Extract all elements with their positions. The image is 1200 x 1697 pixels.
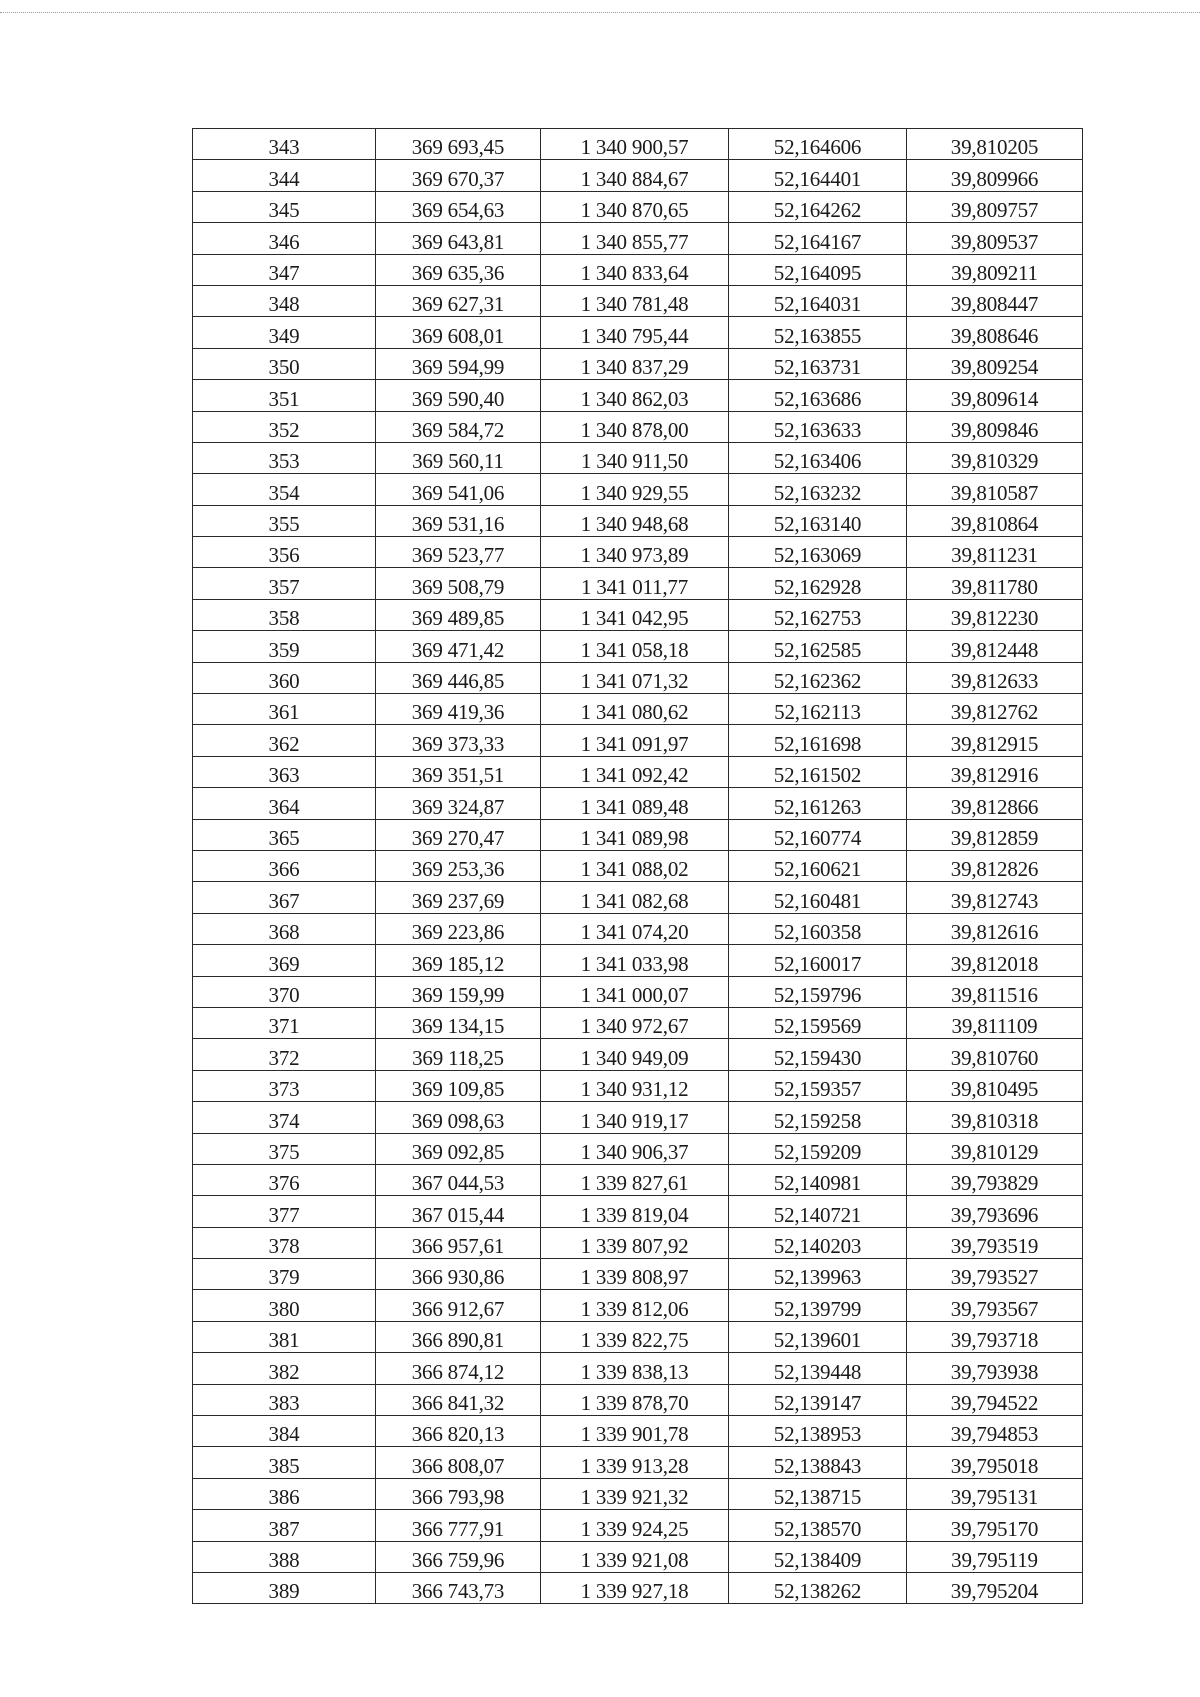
x-coordinate-cell: 369 324,87 <box>376 788 541 819</box>
x-coordinate-cell: 369 541,06 <box>376 474 541 505</box>
latitude-cell: 52,159569 <box>729 1007 907 1038</box>
point-number-cell: 379 <box>193 1259 376 1290</box>
point-number-cell: 368 <box>193 913 376 944</box>
y-coordinate-cell: 1 341 033,98 <box>541 945 729 976</box>
latitude-cell: 52,163855 <box>729 317 907 348</box>
x-coordinate-cell: 369 489,85 <box>376 599 541 630</box>
table-row <box>193 1447 1083 1478</box>
point-number-cell: 354 <box>193 474 376 505</box>
point-number-cell: 377 <box>193 1196 376 1227</box>
table-row <box>193 1510 1083 1541</box>
table-row <box>193 1416 1083 1447</box>
point-number-cell: 357 <box>193 568 376 599</box>
latitude-cell: 52,138953 <box>729 1416 907 1447</box>
x-coordinate-cell: 369 635,36 <box>376 254 541 285</box>
latitude-cell: 52,164401 <box>729 160 907 191</box>
point-number-cell: 356 <box>193 537 376 568</box>
point-number-cell: 378 <box>193 1227 376 1258</box>
x-coordinate-cell: 367 015,44 <box>376 1196 541 1227</box>
table-row <box>193 725 1083 756</box>
latitude-cell: 52,138715 <box>729 1478 907 1509</box>
table-row <box>193 474 1083 505</box>
latitude-cell: 52,163069 <box>729 537 907 568</box>
latitude-cell: 52,139963 <box>729 1259 907 1290</box>
point-number-cell: 355 <box>193 505 376 536</box>
table-row <box>193 223 1083 254</box>
table-row <box>193 1039 1083 1070</box>
longitude-cell: 39,795018 <box>907 1447 1083 1478</box>
longitude-cell: 39,811109 <box>907 1007 1083 1038</box>
point-number-cell: 369 <box>193 945 376 976</box>
x-coordinate-cell: 369 351,51 <box>376 756 541 787</box>
table-row <box>193 348 1083 379</box>
table-row <box>193 631 1083 662</box>
y-coordinate-cell: 1 341 042,95 <box>541 599 729 630</box>
x-coordinate-cell: 366 808,07 <box>376 1447 541 1478</box>
x-coordinate-cell: 366 874,12 <box>376 1353 541 1384</box>
point-number-cell: 371 <box>193 1007 376 1038</box>
latitude-cell: 52,161698 <box>729 725 907 756</box>
point-number-cell: 343 <box>193 129 376 160</box>
latitude-cell: 52,161502 <box>729 756 907 787</box>
latitude-cell: 52,160621 <box>729 850 907 881</box>
y-coordinate-cell: 1 339 913,28 <box>541 1447 729 1478</box>
x-coordinate-cell: 366 912,67 <box>376 1290 541 1321</box>
latitude-cell: 52,164606 <box>729 129 907 160</box>
table-row <box>193 882 1083 913</box>
point-number-cell: 374 <box>193 1102 376 1133</box>
point-number-cell: 346 <box>193 223 376 254</box>
y-coordinate-cell: 1 341 089,48 <box>541 788 729 819</box>
x-coordinate-cell: 369 118,25 <box>376 1039 541 1070</box>
longitude-cell: 39,810205 <box>907 129 1083 160</box>
point-number-cell: 365 <box>193 819 376 850</box>
point-number-cell: 383 <box>193 1384 376 1415</box>
y-coordinate-cell: 1 340 855,77 <box>541 223 729 254</box>
scan-edge-line <box>0 12 1200 13</box>
x-coordinate-cell: 369 270,47 <box>376 819 541 850</box>
latitude-cell: 52,164262 <box>729 191 907 222</box>
y-coordinate-cell: 1 341 080,62 <box>541 694 729 725</box>
longitude-cell: 39,812859 <box>907 819 1083 850</box>
point-number-cell: 360 <box>193 662 376 693</box>
table-row <box>193 317 1083 348</box>
x-coordinate-cell: 366 820,13 <box>376 1416 541 1447</box>
table-row <box>193 945 1083 976</box>
x-coordinate-cell: 367 044,53 <box>376 1164 541 1195</box>
y-coordinate-cell: 1 339 927,18 <box>541 1572 729 1603</box>
x-coordinate-cell: 369 223,86 <box>376 913 541 944</box>
x-coordinate-cell: 369 098,63 <box>376 1102 541 1133</box>
y-coordinate-cell: 1 341 011,77 <box>541 568 729 599</box>
table-row <box>193 254 1083 285</box>
longitude-cell: 39,812616 <box>907 913 1083 944</box>
x-coordinate-cell: 369 092,85 <box>376 1133 541 1164</box>
table-row <box>193 1353 1083 1384</box>
table-row <box>193 1227 1083 1258</box>
longitude-cell: 39,808447 <box>907 285 1083 316</box>
y-coordinate-cell: 1 340 900,57 <box>541 129 729 160</box>
longitude-cell: 39,811231 <box>907 537 1083 568</box>
x-coordinate-cell: 369 159,99 <box>376 976 541 1007</box>
x-coordinate-cell: 369 584,72 <box>376 411 541 442</box>
x-coordinate-cell: 366 777,91 <box>376 1510 541 1541</box>
y-coordinate-cell: 1 339 807,92 <box>541 1227 729 1258</box>
latitude-cell: 52,163633 <box>729 411 907 442</box>
table-row <box>193 1572 1083 1603</box>
y-coordinate-cell: 1 340 795,44 <box>541 317 729 348</box>
x-coordinate-cell: 369 373,33 <box>376 725 541 756</box>
point-number-cell: 372 <box>193 1039 376 1070</box>
y-coordinate-cell: 1 340 919,17 <box>541 1102 729 1133</box>
longitude-cell: 39,795170 <box>907 1510 1083 1541</box>
table-row <box>193 537 1083 568</box>
x-coordinate-cell: 369 523,77 <box>376 537 541 568</box>
point-number-cell: 366 <box>193 850 376 881</box>
point-number-cell: 364 <box>193 788 376 819</box>
point-number-cell: 382 <box>193 1353 376 1384</box>
latitude-cell: 52,159796 <box>729 976 907 1007</box>
longitude-cell: 39,812915 <box>907 725 1083 756</box>
point-number-cell: 350 <box>193 348 376 379</box>
point-number-cell: 385 <box>193 1447 376 1478</box>
latitude-cell: 52,140203 <box>729 1227 907 1258</box>
table-row <box>193 850 1083 881</box>
y-coordinate-cell: 1 339 878,70 <box>541 1384 729 1415</box>
point-number-cell: 386 <box>193 1478 376 1509</box>
y-coordinate-cell: 1 340 929,55 <box>541 474 729 505</box>
table-row <box>193 976 1083 1007</box>
y-coordinate-cell: 1 341 074,20 <box>541 913 729 944</box>
table-row <box>193 1133 1083 1164</box>
longitude-cell: 39,812743 <box>907 882 1083 913</box>
longitude-cell: 39,811516 <box>907 976 1083 1007</box>
longitude-cell: 39,812018 <box>907 945 1083 976</box>
point-number-cell: 345 <box>193 191 376 222</box>
longitude-cell: 39,793696 <box>907 1196 1083 1227</box>
latitude-cell: 52,161263 <box>729 788 907 819</box>
latitude-cell: 52,163232 <box>729 474 907 505</box>
latitude-cell: 52,162928 <box>729 568 907 599</box>
latitude-cell: 52,138570 <box>729 1510 907 1541</box>
y-coordinate-cell: 1 341 058,18 <box>541 631 729 662</box>
y-coordinate-cell: 1 340 931,12 <box>541 1070 729 1101</box>
longitude-cell: 39,794853 <box>907 1416 1083 1447</box>
point-number-cell: 387 <box>193 1510 376 1541</box>
latitude-cell: 52,163406 <box>729 442 907 473</box>
longitude-cell: 39,809254 <box>907 348 1083 379</box>
longitude-cell: 39,812448 <box>907 631 1083 662</box>
x-coordinate-cell: 369 654,63 <box>376 191 541 222</box>
y-coordinate-cell: 1 341 082,68 <box>541 882 729 913</box>
point-number-cell: 389 <box>193 1572 376 1603</box>
longitude-cell: 39,809757 <box>907 191 1083 222</box>
y-coordinate-cell: 1 340 870,65 <box>541 191 729 222</box>
y-coordinate-cell: 1 340 837,29 <box>541 348 729 379</box>
table-row <box>193 191 1083 222</box>
longitude-cell: 39,812826 <box>907 850 1083 881</box>
y-coordinate-cell: 1 339 812,06 <box>541 1290 729 1321</box>
latitude-cell: 52,163731 <box>729 348 907 379</box>
latitude-cell: 52,139799 <box>729 1290 907 1321</box>
point-number-cell: 375 <box>193 1133 376 1164</box>
latitude-cell: 52,139601 <box>729 1321 907 1352</box>
longitude-cell: 39,795119 <box>907 1541 1083 1572</box>
longitude-cell: 39,811780 <box>907 568 1083 599</box>
latitude-cell: 52,164095 <box>729 254 907 285</box>
table-row <box>193 662 1083 693</box>
latitude-cell: 52,138262 <box>729 1572 907 1603</box>
y-coordinate-cell: 1 340 862,03 <box>541 380 729 411</box>
point-number-cell: 370 <box>193 976 376 1007</box>
table-row <box>193 913 1083 944</box>
latitude-cell: 52,163686 <box>729 380 907 411</box>
y-coordinate-cell: 1 339 808,97 <box>541 1259 729 1290</box>
point-number-cell: 348 <box>193 285 376 316</box>
longitude-cell: 39,809614 <box>907 380 1083 411</box>
longitude-cell: 39,809211 <box>907 254 1083 285</box>
x-coordinate-cell: 369 109,85 <box>376 1070 541 1101</box>
table-row <box>193 1259 1083 1290</box>
x-coordinate-cell: 369 237,69 <box>376 882 541 913</box>
x-coordinate-cell: 369 590,40 <box>376 380 541 411</box>
table-row <box>193 1384 1083 1415</box>
longitude-cell: 39,793567 <box>907 1290 1083 1321</box>
y-coordinate-cell: 1 339 901,78 <box>541 1416 729 1447</box>
latitude-cell: 52,159209 <box>729 1133 907 1164</box>
point-number-cell: 359 <box>193 631 376 662</box>
longitude-cell: 39,810129 <box>907 1133 1083 1164</box>
latitude-cell: 52,159258 <box>729 1102 907 1133</box>
point-number-cell: 358 <box>193 599 376 630</box>
y-coordinate-cell: 1 340 781,48 <box>541 285 729 316</box>
y-coordinate-cell: 1 339 921,08 <box>541 1541 729 1572</box>
y-coordinate-cell: 1 341 071,32 <box>541 662 729 693</box>
x-coordinate-cell: 366 930,86 <box>376 1259 541 1290</box>
table-row <box>193 788 1083 819</box>
table-row <box>193 1007 1083 1038</box>
latitude-cell: 52,160774 <box>729 819 907 850</box>
x-coordinate-cell: 366 743,73 <box>376 1572 541 1603</box>
latitude-cell: 52,139147 <box>729 1384 907 1415</box>
y-coordinate-cell: 1 339 921,32 <box>541 1478 729 1509</box>
point-number-cell: 349 <box>193 317 376 348</box>
y-coordinate-cell: 1 339 819,04 <box>541 1196 729 1227</box>
y-coordinate-cell: 1 340 972,67 <box>541 1007 729 1038</box>
latitude-cell: 52,140721 <box>729 1196 907 1227</box>
y-coordinate-cell: 1 339 822,75 <box>541 1321 729 1352</box>
y-coordinate-cell: 1 339 827,61 <box>541 1164 729 1195</box>
point-number-cell: 380 <box>193 1290 376 1321</box>
longitude-cell: 39,810864 <box>907 505 1083 536</box>
latitude-cell: 52,162585 <box>729 631 907 662</box>
table-row <box>193 1478 1083 1509</box>
longitude-cell: 39,795204 <box>907 1572 1083 1603</box>
point-number-cell: 352 <box>193 411 376 442</box>
longitude-cell: 39,794522 <box>907 1384 1083 1415</box>
longitude-cell: 39,812633 <box>907 662 1083 693</box>
longitude-cell: 39,810318 <box>907 1102 1083 1133</box>
longitude-cell: 39,793718 <box>907 1321 1083 1352</box>
table-row <box>193 1541 1083 1572</box>
longitude-cell: 39,812762 <box>907 694 1083 725</box>
table-row <box>193 1164 1083 1195</box>
y-coordinate-cell: 1 341 091,97 <box>541 725 729 756</box>
point-number-cell: 362 <box>193 725 376 756</box>
table-row <box>193 1196 1083 1227</box>
table-row <box>193 129 1083 160</box>
longitude-cell: 39,812916 <box>907 756 1083 787</box>
latitude-cell: 52,139448 <box>729 1353 907 1384</box>
longitude-cell: 39,795131 <box>907 1478 1083 1509</box>
x-coordinate-cell: 369 627,31 <box>376 285 541 316</box>
point-number-cell: 351 <box>193 380 376 411</box>
point-number-cell: 363 <box>193 756 376 787</box>
y-coordinate-cell: 1 340 884,67 <box>541 160 729 191</box>
table-row <box>193 599 1083 630</box>
x-coordinate-cell: 369 531,16 <box>376 505 541 536</box>
table-row <box>193 756 1083 787</box>
table-row <box>193 160 1083 191</box>
latitude-cell: 52,164031 <box>729 285 907 316</box>
latitude-cell: 52,159357 <box>729 1070 907 1101</box>
longitude-cell: 39,810760 <box>907 1039 1083 1070</box>
longitude-cell: 39,793527 <box>907 1259 1083 1290</box>
table-row <box>193 442 1083 473</box>
longitude-cell: 39,809537 <box>907 223 1083 254</box>
table-row <box>193 285 1083 316</box>
point-number-cell: 373 <box>193 1070 376 1101</box>
y-coordinate-cell: 1 340 948,68 <box>541 505 729 536</box>
table-row <box>193 1290 1083 1321</box>
x-coordinate-cell: 369 643,81 <box>376 223 541 254</box>
y-coordinate-cell: 1 341 000,07 <box>541 976 729 1007</box>
x-coordinate-cell: 366 759,96 <box>376 1541 541 1572</box>
table-row <box>193 568 1083 599</box>
x-coordinate-cell: 369 670,37 <box>376 160 541 191</box>
longitude-cell: 39,812230 <box>907 599 1083 630</box>
coordinates-table <box>192 128 1083 1604</box>
latitude-cell: 52,159430 <box>729 1039 907 1070</box>
y-coordinate-cell: 1 340 973,89 <box>541 537 729 568</box>
point-number-cell: 388 <box>193 1541 376 1572</box>
longitude-cell: 39,810329 <box>907 442 1083 473</box>
x-coordinate-cell: 366 890,81 <box>376 1321 541 1352</box>
latitude-cell: 52,138843 <box>729 1447 907 1478</box>
longitude-cell: 39,809966 <box>907 160 1083 191</box>
table-row <box>193 694 1083 725</box>
y-coordinate-cell: 1 340 906,37 <box>541 1133 729 1164</box>
x-coordinate-cell: 369 446,85 <box>376 662 541 693</box>
x-coordinate-cell: 369 185,12 <box>376 945 541 976</box>
y-coordinate-cell: 1 341 088,02 <box>541 850 729 881</box>
latitude-cell: 52,163140 <box>729 505 907 536</box>
x-coordinate-cell: 369 594,99 <box>376 348 541 379</box>
y-coordinate-cell: 1 339 838,13 <box>541 1353 729 1384</box>
table-row <box>193 1070 1083 1101</box>
latitude-cell: 52,140981 <box>729 1164 907 1195</box>
x-coordinate-cell: 366 841,32 <box>376 1384 541 1415</box>
coordinates-table-body <box>193 129 1083 1604</box>
y-coordinate-cell: 1 341 089,98 <box>541 819 729 850</box>
point-number-cell: 344 <box>193 160 376 191</box>
x-coordinate-cell: 369 560,11 <box>376 442 541 473</box>
latitude-cell: 52,138409 <box>729 1541 907 1572</box>
longitude-cell: 39,809846 <box>907 411 1083 442</box>
table-row <box>193 380 1083 411</box>
table-row <box>193 505 1083 536</box>
point-number-cell: 361 <box>193 694 376 725</box>
x-coordinate-cell: 366 793,98 <box>376 1478 541 1509</box>
x-coordinate-cell: 369 253,36 <box>376 850 541 881</box>
latitude-cell: 52,160481 <box>729 882 907 913</box>
y-coordinate-cell: 1 340 949,09 <box>541 1039 729 1070</box>
table-row <box>193 819 1083 850</box>
point-number-cell: 367 <box>193 882 376 913</box>
point-number-cell: 384 <box>193 1416 376 1447</box>
point-number-cell: 376 <box>193 1164 376 1195</box>
longitude-cell: 39,793938 <box>907 1353 1083 1384</box>
x-coordinate-cell: 369 608,01 <box>376 317 541 348</box>
x-coordinate-cell: 366 957,61 <box>376 1227 541 1258</box>
latitude-cell: 52,162753 <box>729 599 907 630</box>
point-number-cell: 347 <box>193 254 376 285</box>
latitude-cell: 52,160358 <box>729 913 907 944</box>
x-coordinate-cell: 369 508,79 <box>376 568 541 599</box>
latitude-cell: 52,164167 <box>729 223 907 254</box>
y-coordinate-cell: 1 341 092,42 <box>541 756 729 787</box>
longitude-cell: 39,808646 <box>907 317 1083 348</box>
longitude-cell: 39,793519 <box>907 1227 1083 1258</box>
x-coordinate-cell: 369 134,15 <box>376 1007 541 1038</box>
table-row <box>193 1321 1083 1352</box>
longitude-cell: 39,812866 <box>907 788 1083 819</box>
x-coordinate-cell: 369 419,36 <box>376 694 541 725</box>
x-coordinate-cell: 369 471,42 <box>376 631 541 662</box>
point-number-cell: 353 <box>193 442 376 473</box>
y-coordinate-cell: 1 340 878,00 <box>541 411 729 442</box>
longitude-cell: 39,810495 <box>907 1070 1083 1101</box>
latitude-cell: 52,162362 <box>729 662 907 693</box>
longitude-cell: 39,793829 <box>907 1164 1083 1195</box>
latitude-cell: 52,162113 <box>729 694 907 725</box>
x-coordinate-cell: 369 693,45 <box>376 129 541 160</box>
y-coordinate-cell: 1 340 911,50 <box>541 442 729 473</box>
table-row <box>193 1102 1083 1133</box>
point-number-cell: 381 <box>193 1321 376 1352</box>
table-row <box>193 411 1083 442</box>
y-coordinate-cell: 1 340 833,64 <box>541 254 729 285</box>
y-coordinate-cell: 1 339 924,25 <box>541 1510 729 1541</box>
latitude-cell: 52,160017 <box>729 945 907 976</box>
longitude-cell: 39,810587 <box>907 474 1083 505</box>
